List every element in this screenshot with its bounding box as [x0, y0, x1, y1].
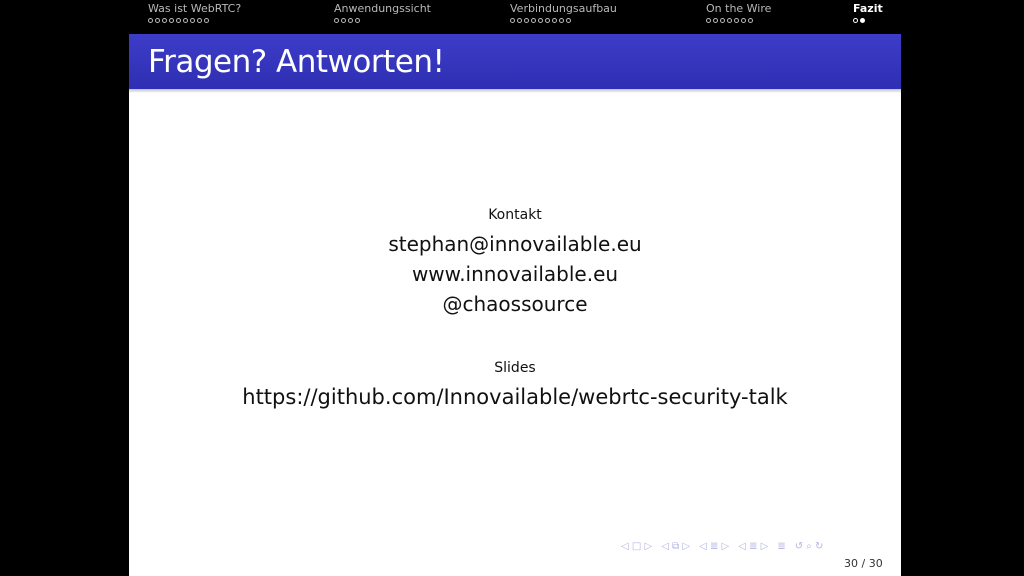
nav-frame-dots — [148, 18, 241, 23]
frame-dot-icon[interactable] — [741, 18, 746, 23]
frame-dot-icon[interactable] — [559, 18, 564, 23]
frame-dot-icon[interactable] — [204, 18, 209, 23]
nav-frame-dots — [510, 18, 617, 23]
search-nav-icon[interactable]: ↺ ⌕ ↻ — [794, 541, 824, 552]
beamer-navigation-symbols — [621, 540, 823, 554]
frame-dot-icon[interactable] — [197, 18, 202, 23]
nav-section-verbindungsaufbau[interactable] — [510, 2, 617, 23]
frame-dot-icon[interactable] — [720, 18, 725, 23]
frame-title-bar — [129, 34, 901, 89]
frame-dot-icon[interactable] — [734, 18, 739, 23]
nav-section-label: Fazit — [853, 2, 883, 15]
contact-twitter-handle[interactable]: @chaossource — [442, 292, 588, 316]
section-navigation-bar — [0, 0, 1024, 34]
frame-dot-icon[interactable] — [524, 18, 529, 23]
frame-dot-icon[interactable] — [517, 18, 522, 23]
frame-dot-icon[interactable] — [148, 18, 153, 23]
nav-frame-dots — [334, 18, 431, 23]
frame-dot-icon[interactable] — [566, 18, 571, 23]
nav-section-label: On the Wire — [706, 2, 772, 15]
document-nav-icon[interactable]: ◁ ≣ ▷ — [738, 541, 769, 552]
contact-website[interactable]: www.innovailable.eu — [411, 262, 619, 286]
toc-nav-icon[interactable]: ≣ — [777, 541, 786, 552]
frame-dot-icon[interactable] — [355, 18, 360, 23]
frame-dot-icon[interactable] — [545, 18, 550, 23]
nav-section-on-the-wire[interactable] — [706, 2, 771, 23]
frame-dot-icon[interactable] — [853, 18, 858, 23]
nav-section-fazit[interactable] — [853, 2, 883, 23]
frame-dot-icon[interactable] — [538, 18, 543, 23]
nav-section-label: Anwendungssicht — [334, 2, 431, 15]
nav-frame-dots — [706, 18, 771, 23]
nav-frame-dots — [853, 18, 883, 23]
contact-email[interactable]: stephan@innovailable.eu — [388, 232, 642, 256]
nav-section-anwendungssicht[interactable] — [334, 2, 431, 23]
frame-dot-icon[interactable] — [727, 18, 732, 23]
frame-dot-icon[interactable] — [155, 18, 160, 23]
slides-label: Slides — [494, 360, 536, 376]
frame-dot-icon[interactable] — [706, 18, 711, 23]
frame-dot-icon[interactable] — [190, 18, 195, 23]
slides-url-link[interactable]: https://github.com/Innovailable/webrtc-security-talk — [242, 385, 788, 409]
frame-dot-icon[interactable] — [552, 18, 557, 23]
frame-dot-icon[interactable] — [169, 18, 174, 23]
frame-dot-icon[interactable] — [341, 18, 346, 23]
frame-dot-icon[interactable] — [713, 18, 718, 23]
frame-dot-icon[interactable] — [176, 18, 181, 23]
nav-section-label: Was ist WebRTC? — [148, 2, 242, 15]
frame-dot-icon[interactable] — [162, 18, 167, 23]
frame-nav-icon[interactable]: ◁ □ ▷ — [621, 541, 653, 552]
frame-dot-icon[interactable] — [531, 18, 536, 23]
frame-dot-icon[interactable] — [860, 18, 865, 23]
nav-section-label: Verbindungsaufbau — [510, 2, 617, 15]
frame-title: Fragen? Antworten! — [148, 44, 445, 80]
slide-frame — [129, 34, 901, 576]
section-nav-icon[interactable]: ◁ ≣ ▷ — [699, 541, 730, 552]
title-bar-shadow — [129, 89, 901, 93]
nav-section-was-ist-webrtc[interactable] — [148, 2, 241, 23]
frame-dot-icon[interactable] — [334, 18, 339, 23]
page-number: 30 / 30 — [844, 557, 883, 570]
subsection-nav-icon[interactable]: ◁ ⧉ ▷ — [661, 541, 691, 552]
frame-dot-icon[interactable] — [348, 18, 353, 23]
frame-dot-icon[interactable] — [183, 18, 188, 23]
frame-dot-icon[interactable] — [510, 18, 515, 23]
contact-label: Kontakt — [488, 207, 542, 223]
frame-dot-icon[interactable] — [748, 18, 753, 23]
